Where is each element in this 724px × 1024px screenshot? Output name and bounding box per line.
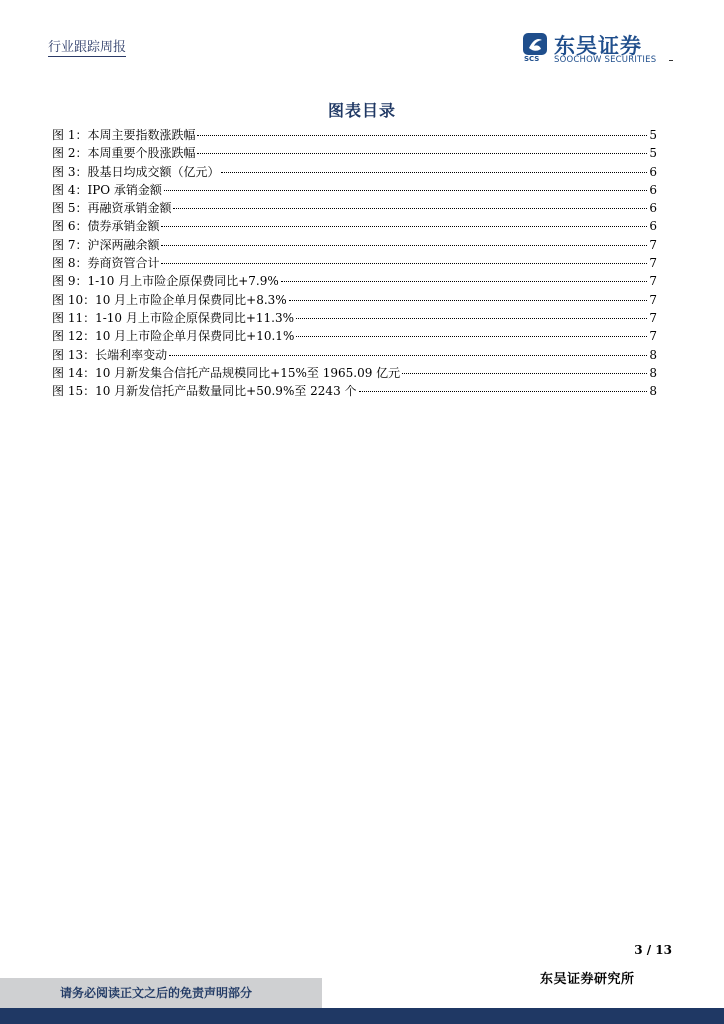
report-type-label: 行业跟踪周报 xyxy=(48,36,126,57)
logo-chinese-name: 东吴证券 xyxy=(554,34,642,58)
toc-entry-page: 8 xyxy=(649,365,657,380)
toc-entry-page: 7 xyxy=(649,329,657,344)
footer-disclaimer: 请务必阅读正文之后的免责声明部分 xyxy=(60,986,253,1000)
footer-organization: 东吴证券研究所 xyxy=(540,972,635,987)
toc-leader-dots xyxy=(197,135,647,136)
toc-entry-page: 6 xyxy=(649,219,657,234)
figure-list xyxy=(52,126,657,400)
toc-entry[interactable] xyxy=(52,236,657,254)
toc-leader-dots xyxy=(161,226,647,227)
toc-entry[interactable] xyxy=(52,382,657,400)
toc-entry-label: 图 8：券商资管合计 xyxy=(52,256,160,271)
toc-entry-page: 7 xyxy=(649,237,657,252)
toc-leader-dots xyxy=(161,263,647,264)
toc-entry[interactable] xyxy=(52,217,657,235)
toc-leader-dots xyxy=(402,373,647,374)
toc-entry-label: 图 5：再融资承销金额 xyxy=(52,201,172,216)
footer-bar xyxy=(0,1008,724,1024)
toc-leader-dots xyxy=(161,245,647,246)
toc-entry-page: 8 xyxy=(649,384,657,399)
toc-entry-label: 图 12：10 月上市险企单月保费同比+10.1% xyxy=(52,329,295,344)
logo-abbreviation: SCS xyxy=(524,55,540,63)
page-number: 3 / 13 xyxy=(634,943,672,957)
toc-leader-dots xyxy=(169,355,647,356)
toc-entry[interactable] xyxy=(52,144,657,162)
toc-entry-label: 图 2：本周重要个股涨跌幅 xyxy=(52,146,196,161)
toc-entry[interactable] xyxy=(52,272,657,290)
toc-leader-dots xyxy=(359,391,648,392)
toc-entry[interactable] xyxy=(52,327,657,345)
toc-leader-dots xyxy=(197,153,647,154)
toc-leader-dots xyxy=(164,190,647,191)
toc-leader-dots xyxy=(289,300,648,301)
toc-leader-dots xyxy=(296,318,647,319)
toc-entry[interactable] xyxy=(52,364,657,382)
toc-entry-page: 6 xyxy=(649,164,657,179)
toc-entry-label: 图 13：长端利率变动 xyxy=(52,347,168,362)
toc-leader-dots xyxy=(296,336,647,337)
toc-entry-label: 图 11：1-10 月上市险企原保费同比+11.3% xyxy=(52,310,295,325)
toc-leader-dots xyxy=(173,208,647,209)
toc-entry-label: 图 15：10 月新发信托产品数量同比+50.9%至 2243 个 xyxy=(52,384,357,399)
toc-entry-label: 图 14：10 月新发集合信托产品规模同比+15%至 1965.09 亿元 xyxy=(52,365,401,380)
toc-entry[interactable] xyxy=(52,254,657,272)
page-title: 图表目录 xyxy=(327,101,396,120)
toc-entry[interactable] xyxy=(52,126,657,144)
toc-entry-page: 6 xyxy=(649,201,657,216)
toc-entry-page: 7 xyxy=(649,256,657,271)
toc-entry[interactable] xyxy=(52,309,657,327)
toc-entry[interactable] xyxy=(52,199,657,217)
toc-entry-page: 5 xyxy=(649,128,657,142)
toc-entry-page: 8 xyxy=(649,347,657,362)
toc-entry-label: 图 7：沪深两融余额 xyxy=(52,237,160,252)
toc-entry[interactable] xyxy=(52,163,657,181)
toc-entry-page: 7 xyxy=(649,292,657,307)
logo-english-name: SOOCHOW SECURITIES xyxy=(554,55,657,65)
toc-entry[interactable] xyxy=(52,346,657,364)
toc-entry-page: 7 xyxy=(649,310,657,325)
toc-entry-page: 7 xyxy=(649,274,657,289)
toc-entry-label: 图 9：1-10 月上市险企原保费同比+7.9% xyxy=(52,274,279,289)
company-logo xyxy=(522,30,672,70)
toc-entry-label: 图 1：本周主要指数涨跌幅 xyxy=(52,128,196,142)
toc-entry-label: 图 6：债券承销金额 xyxy=(52,219,160,234)
toc-leader-dots xyxy=(221,172,647,173)
toc-entry-label: 图 3：股基日均成交额（亿元） xyxy=(52,164,220,179)
toc-entry[interactable] xyxy=(52,291,657,309)
toc-entry-label: 图 10：10 月上市险企单月保费同比+8.3% xyxy=(52,292,287,307)
toc-entry-label: 图 4：IPO 承销金额 xyxy=(52,182,162,197)
header-mark xyxy=(669,60,673,61)
toc-leader-dots xyxy=(281,281,648,282)
toc-entry[interactable] xyxy=(52,181,657,199)
toc-entry-page: 5 xyxy=(649,146,657,161)
toc-entry-page: 6 xyxy=(649,182,657,197)
